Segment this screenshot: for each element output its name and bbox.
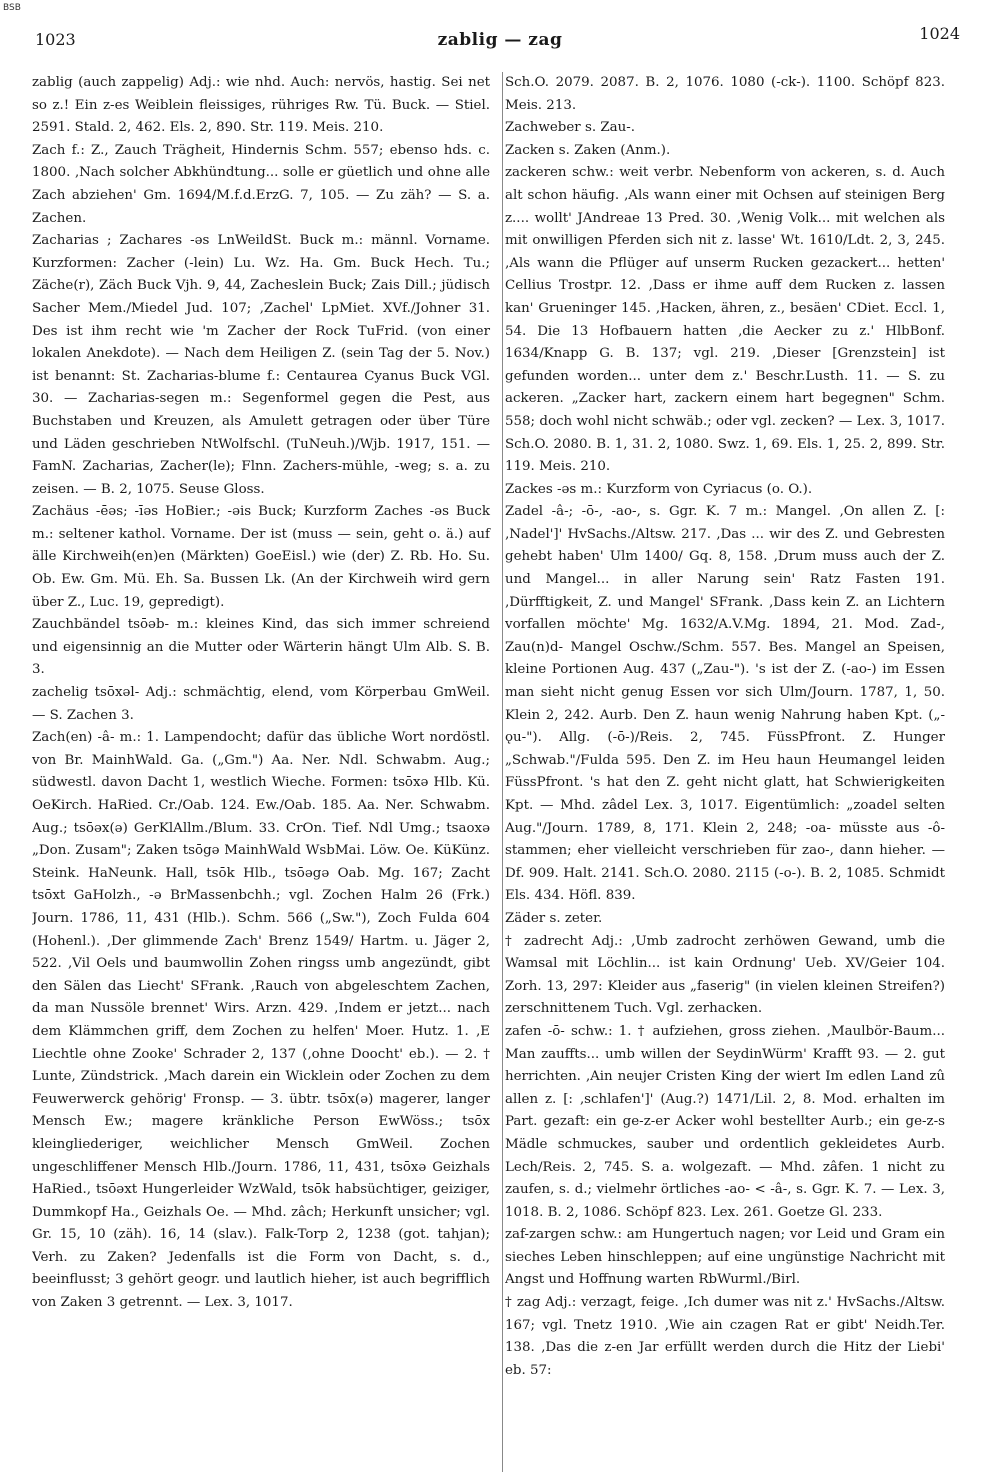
entry-zachen: Zach(en) -â- m.: 1. Lampendocht; dafür das übliche Wort nordöstl. von Br. MainhWald. Ga. („Gm.") Aa. Ner. Ndl. Schwabm. Aug.; südwestl. davon Dacht 1, westlich Wieche. Formen: tsōxə Hlb. Kü. OeKirch. HaRied. Cr./Oab. 124. Ew./Oab. 185. Aa. Ner. Schwabm. Aug.; tsōəx(ə) GerKlAllm./Blum. 33. CrOn. Tief. Ndl Umg.; tsaoxə „Don. Zusam"; Zaken tsōgə MainhWald WsbMai. Löw. Oe. KüKünz. Steink. HaNeunk. Hall, tsōk Hlb., tsōəgə Oab. Mg. 167; Zacht tsōxt GaHolzh., -ə BrMassenbchh.; vgl. Zochen Halm 26 (Frk.) Journ. 1786, 11, 431 (Hlb.). Schm. 566 („Sw."), Zoch Fulda 604 (Hohenl.). ‚Der glimmende Zach' Brenz 1549/ Hartm. u. Jäger 2, 522. ‚Vil Oels und baumwollin Zohen ringss umb angezündt, gibt den Sälen das Liecht' SFrank. ‚Rauch von abgeleschtem Zachen, da man Nussöle brennet' Wirs. Arzn. 429. ‚Indem er jetzt... nach dem Klämmchen griff, dem Zochen zu helfen' Moer. Hutz. 1. ‚E Liechtle ohne Zooke' Schrader 2, 137 (‚ohne Doocht' eb.). — 2. † Lunte, Zündstrick. ‚Mach darein ein Wicklein oder Zochen zu dem Feuwerwerck gehörig' Fronsp. — 3. übtr. tsōx(ə) magerer, langer Mensch Ew.; magere kränkliche Person EwWöss.; tsōx kleingliederiger, weichlicher Mensch GmWeil. Zochen ungeschliffener Mensch Hlb./Journ. 1786, 11, 431, tsōxə Geizhals HaRied., tsōəxt Hungerleider WzWald, tsōk habsüchtiger, geiziger, Dummkopf Ha., Geizhals Oe. — Mhd. zâch; Herkunft unsicher; vgl. Gr. 15, 10 (zäh). 16, 14 (slav.). Falk-Torp 2, 1238 (got. tahjan); Verh. zu Zaken? Jedenfalls ist die Form von Dacht, s. d., beeinflusst; 3 gehört geogr. und lautlich hieher, ist auch begrifflich von Zaken 3 getrennt. — Lex. 3, 1017. [32,730,490,1311]
entry-zachaeus: Zachäus -ēəs; -īəs HoBier.; -əis Buck; Kurzform Zaches -əs Buck m.: seltener kathol. Vorname. Der ist (muss — sein, geht o. ä.) auf älle Kirchweih(en)en (Märkten) GoeEisl.) wie (der) Z. Rb. Ho. Su. Ob. Ew. Gm. Mü. Eh. Sa. Bussen Lk. (An der Kirchweih wird gern über Z., Luc. 19, gepredigt). [32,504,490,610]
entry-zag: † zag Adj.: verzagt, feige. ‚Ich dumer was nit z.' HvSachs./Altsw. 167; vgl. Tnetz 1910. ‚Wie ain czagen Rat er gibt' Neidh.Ter. 138. ‚Das die z-en Jar erfüllt werden durch die Hitz der Liebi' eb. 57: [505,1295,945,1378]
entry-zachweber: Zachweber s. Zau-. [505,120,636,136]
entry-zachelig: zachelig tsōxəl- Adj.: schmächtig, elend, vom Körperbau GmWeil. — S. Zachen 3. [32,685,490,723]
right-column [505,72,945,1472]
entry-zadel: Zadel -â-; -ō-, -ao-, s. Ggr. K. 7 m.: Mangel. ‚On allen Z. [: ‚Nadel']' HvSachs./Altsw. 217. ‚Das ... wir des Z. und Gebresten gehebt haben' Ulm 1400/ Gq. 8, 158. ‚Drum muss auch der Z. und Mangel... in aller Narung sein' Ratz Fasten 191. ‚Dürfftigkeit, Z. und Mangel' SFrank. ‚Dass kein Z. an Lichtern vorfallen möchte' Mg. 1632/A.V.Mg. 1894, 21. Mod. Zad-, Zau(n)d- Mangel Oschw./Schm. 557. Bes. Mangel an Speisen, kleine Portionen Aug. 437 („Zau-"). 's ist der Z. (-ao-) im Essen man sieht nicht genug Essen vor sich Ulm/Journ. 1787, 1, 50. Klein 2, 242. Aurb. Den Z. haun wenig Nahrung haben Kpt. („-ǫu-"). Allg. (-ō-)/Reis. 2, 745. FüssPfront. Z. Hunger „Schwab."/Fulda 595. Den Z. im Heu haun Heumangel leiden FüssPfront. 's hat den Z. geht nicht glatt, hat Schwierigkeiten Kpt. — Mhd. zâdel Lex. 3, 1017. Eigentümlich: „zoadel selten Aug."/Journ. 1789, 8, 171. Klein 2, 248; -oa- müsste aus -ô- stammen; eher vielleicht verschrieben für zao-, dann hieher. — Df. 909. Halt. 2141. Sch.O. 2080. 2115 (-o-). B. 2, 1085. Schmidt Els. 434. Höfl. 839. [505,504,945,904]
entry-zackeren: zackeren schw.: weit verbr. Nebenform von ackeren, s. d. Auch alt schon häufig. ‚Als wann einer mit Ochsen auf steinigen Berg z.... wollt' JAndreae 13 Pred. 30. ‚Wenig Volk... mit welchen als mit onwilligen Pferden sich nit z. lasse' Wt. 1610/Ldt. 2, 3, 245. ‚Als wann die Pflüger auf unserm Rucken gezackert... hetten' Cellius Trostpr. 12. ‚Dass er ihme auff dem Rucken z. lassen kan' Grueninger 145. ‚Hacken, ähren, z., besäen' CDiet. Eccl. 1, 54. Die 13 Hofbauern hatten ‚die Aecker zu z.' HlbBonf. 1634/Knapp G. B. 137; vgl. 219. ‚Dieser [Grenzstein] ist gefunden worden... unter dem z.' Beschr.Lusth. 11. — S. zu ackeren. „Zacker hart, zackern einem hart begegnen" Schm. 558; doch wohl nicht schwäb.; oder vgl. zecken? — Lex. 3, 1017. Sch.O. 2080. B. 1, 31. 2, 1080. Swz. 1, 69. Els. 1, 25. 2, 899. Str. 119. Meis. 210. [505,165,945,475]
entry-zacken: Zacken s. Zaken (Anm.). [505,142,671,158]
continued-references: Sch.O. 2079. 2087. B. 2, 1076. 1080 (-ck-). 1100. Schöpf 823. Meis. 213. [505,75,945,113]
entry-zacharias: Zacharias ; Zachares -əs LnWeildSt. Buck m.: männl. Vorname. Kurzformen: Zacher (-lein) Lu. Wz. Ha. Gm. Buck Hech. Tu.; Zäche(r), Zäch Buck Vjh. 9, 44, Zacheslein Buck; Zais Dill.; jüdisch Sacher Mem./Miedel Jud. 107; ‚Zachel' LpMiet. XVf./Johner 31. Des ist ihm recht wie 'm Zacher der Rock TuFrid. (von einer lokalen Anekdote). — Nach dem Heiligen Z. (sein Tag der 5. Nov.) ist benannt: St. Zacharias-blume f.: Centaurea Cyanus Buck VGl. 30. — Zacharias-segen m.: Segenformel gegen die Pest, aus Buchstaben und Kreuzen, als Amulett getragen oder über Türe und Läden geschrieben NtWolfschl. (TuNeuh.)/Wjb. 1917, 151. — FamN. Zacharias, Zacher(le); Flnn. Zachers-mühle, -weg; s. a. zu zeisen. — B. 2, 1075. Seuse Gloss. [32,233,490,497]
entry-zauchbaendel: Zauchbändel tsōəb- m.: kleines Kind, das sich immer schreiend und eigensinnig an die Mutter oder Wärterin hängt Ulm Alb. S. B. 3. [32,617,490,678]
left-column [32,72,503,1472]
library-stamp: BSB [3,3,21,13]
entry-zach: Zach f.: Z., Zauch Trägheit, Hindernis Schm. 557; ebenso hds. c. 1800. ‚Nach solcher Abkhündtung... solle er güetlich und ohne alle Zach abziehen' Gm. 1694/M.f.d.ErzG. 7, 105. — Zu zäh? — S. a. Zachen. [32,142,490,226]
entry-zaf-zargen: zaf-zargen schw.: am Hungertuch nagen; vor Leid und Gram ein sieches Leben hinschleppen; auf eine ungünstige Nachricht mit Angst und Hoffnung warten RbWurml./Birl. [505,1227,945,1288]
entry-zablig: zablig (auch zappelig) Adj.: wie nhd. Auch: nervös, hastig. Sei net so z.! Ein z-es Weiblein fleissiges, rühriges Rw. Tü. Buck. — Stiel. 2591. Stald. 2, 462. Els. 2, 890. Str. 119. Meis. 210. [32,75,490,136]
entry-zaeder: Zäder s. zeter. [505,910,603,926]
entry-zackes: Zackes -əs m.: Kurzform von Cyriacus (o. O.). [505,481,813,497]
entry-zafen: zafen -ō- schw.: 1. † aufziehen, gross ziehen. ‚Maulbör-Baum... Man zauffts... umb willen der SeydinWürm' Krafft 93. — 2. gut herrichten. ‚Ain neujer Cristen King der wiert Im edlen Land zû allen z. [: ‚schlafen']' (Aug.?) 1471/Lil. 2, 8. Mod. erhalten im Part. gezaft: ein ge-z-er Acker wohl bestellter Aurb.; ein ge-z-s Mädle schmuckes, sauber und ordentlich gekleidetes Aurb. Lech/Reis. 2, 745. S. a. wolgezaft. — Mhd. zâfen. 1 nicht zu zaufen, s. d.; vielmehr örtliches -ao- < -â-, s. Ggr. K. 7. — Lex. 3, 1018. B. 2, 1086. Schöpf 823. Lex. 261. Goetze Gl. 233. [505,1023,945,1220]
page-number-right: 1024 [919,24,960,43]
page-number-left: 1023 [35,30,76,49]
running-head: zablig — zag [437,30,563,50]
entry-zadrecht: † zadrecht Adj.: ‚Umb zadrocht zerhöwen Gewand, umb die Wamsal mit Löchlin... ist kain Ordnung' Ueb. XV/Geier 104. Zorh. 13, 297: Kleider aus „faserig" (in vielen kleinen Streifen?) zerschnittenem Tuch. Vgl. zerhacken. [505,933,945,1017]
